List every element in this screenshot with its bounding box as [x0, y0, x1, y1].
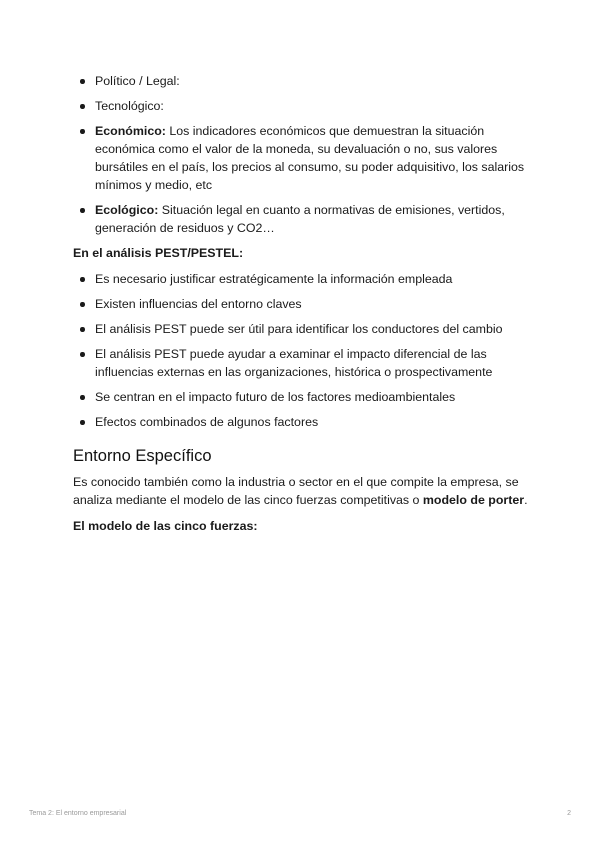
list-item — [73, 270, 533, 288]
item-text: Efectos combinados de algunos factores — [95, 415, 319, 429]
factors-list — [73, 72, 533, 237]
pest-list — [73, 270, 533, 431]
page-number: 2 — [567, 810, 571, 817]
item-text: Situación legal en cuanto a normativas de emisiones, vertidos, generación de residuos y CO2… — [95, 203, 505, 235]
list-item — [73, 345, 533, 381]
bullet-icon — [80, 129, 85, 134]
bullet-icon — [80, 395, 85, 400]
item-text: Se centran en el impacto futuro de los factores medioambientales — [95, 390, 456, 404]
bullet-icon — [80, 352, 85, 357]
bullet-icon — [80, 302, 85, 307]
list-item — [73, 320, 533, 338]
list-item — [73, 122, 533, 194]
list-item — [73, 295, 533, 313]
item-text: Es necesario justificar estratégicamente la información empleada — [95, 272, 453, 286]
list-item — [73, 201, 533, 237]
section-title: Entorno Específico — [73, 447, 212, 465]
item-text: Tecnológico: — [95, 99, 164, 113]
item-text: El análisis PEST puede ayudar a examinar el impacto diferencial de las influencias externas en las organizaciones, histórica o prospectivamente — [95, 347, 493, 379]
list-item — [73, 72, 533, 90]
bullet-icon — [80, 79, 85, 84]
item-text: Los indicadores económicos que demuestran la situación económica como el valor de la moneda, su devaluación o no, sus valores bursátiles en el país, los precios al consumo, su poder adquisitivo, los salarios mínimos y medio, etc — [95, 124, 525, 192]
bullet-icon — [80, 104, 85, 109]
para-text: Es conocido también como la industria o sector en el que compite la empresa, se analiza mediante el modelo de las cinco fuerzas competitivas o — [73, 475, 519, 507]
subheading: El modelo de las cinco fuerzas: — [73, 519, 258, 533]
item-text: Existen influencias del entorno claves — [95, 297, 302, 311]
list-item — [73, 97, 533, 115]
list-item — [73, 413, 533, 431]
bullet-icon — [80, 327, 85, 332]
section-paragraph — [73, 473, 533, 509]
bullet-icon — [80, 420, 85, 425]
list-item — [73, 388, 533, 406]
document-body — [73, 72, 533, 535]
item-bold: Ecológico: — [95, 203, 159, 217]
item-text: El análisis PEST puede ser útil para identificar los conductores del cambio — [95, 322, 503, 336]
para-end: . — [524, 493, 528, 507]
para-bold: modelo de porter — [422, 493, 525, 507]
bullet-icon — [80, 208, 85, 213]
pest-intro: En el análisis PEST/PESTEL: — [73, 246, 244, 260]
footer-title: Tema 2: El entorno empresarial — [29, 810, 127, 817]
item-text: Político / Legal: — [95, 74, 180, 88]
bullet-icon — [80, 277, 85, 282]
item-bold: Económico: — [95, 124, 166, 138]
